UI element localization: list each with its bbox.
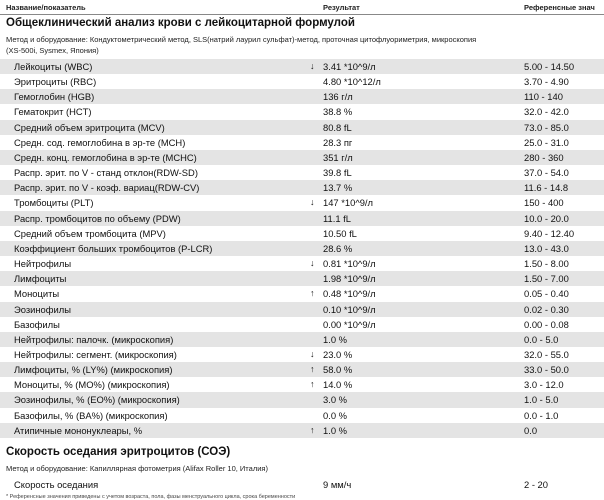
test-name: Моноциты, % (MO%) (микроскопия) [14, 379, 170, 391]
table-row [0, 135, 604, 150]
flag-arrow-icon: ↓ [310, 348, 315, 359]
table-row [0, 74, 604, 89]
reference-range: 1.0 - 5.0 [524, 394, 559, 406]
table-row [0, 332, 604, 347]
test-name: Нейтрофилы [14, 258, 72, 270]
test-result: 23.0 % [323, 348, 353, 360]
table-row [0, 362, 604, 377]
reference-range: 9.40 - 12.40 [524, 227, 575, 239]
test-name: Нейтрофилы: сегмент. (микроскопия) [14, 348, 177, 360]
table-row [0, 286, 604, 301]
table-row [0, 256, 604, 271]
table-row [0, 59, 604, 74]
test-name: Средн. сод. гемоглобина в эр-те (MCH) [14, 136, 186, 148]
reference-range: 110 - 140 [524, 91, 563, 103]
reference-range: 150 - 400 [524, 197, 564, 209]
section2-method: Метод и оборудование: Капиллярная фотометрия (Alifax Roller 10, Италия) [6, 464, 268, 473]
esr-name: Скорость оседания [14, 479, 99, 490]
reference-range: 32.0 - 42.0 [524, 106, 569, 118]
test-name: Тромбоциты (PLT) [14, 197, 94, 209]
test-name: Нейтрофилы: палочк. (микроскопия) [14, 333, 174, 345]
reference-range: 0.0 - 5.0 [524, 333, 559, 345]
reference-range: 0.05 - 0.40 [524, 288, 569, 300]
test-result: 0.0 % [323, 409, 347, 421]
test-name: Эозинофилы, % (EO%) (микроскопия) [14, 394, 180, 406]
test-result: 3.0 % [323, 394, 347, 406]
reference-range: 10.0 - 20.0 [524, 212, 569, 224]
test-name: Базофилы [14, 318, 60, 330]
reference-range: 0.0 [524, 424, 538, 436]
test-name: Распр. эрит. по V - коэф. вариац(RDW-CV) [14, 182, 200, 194]
reference-range: 280 - 360 [524, 151, 564, 163]
reference-range: 0.0 - 1.0 [524, 409, 559, 421]
test-name: Атипичные мононуклеары, % [14, 424, 143, 436]
table-row [0, 377, 604, 392]
test-name: Распр. эрит. по V - станд отклон(RDW-SD) [14, 167, 198, 179]
reference-range: 3.70 - 4.90 [524, 76, 569, 88]
header-name-column: Название/показатель [6, 3, 86, 12]
test-result: 11.1 fL [323, 212, 351, 224]
reference-range: 13.0 - 43.0 [524, 242, 569, 254]
test-name: Коэффициент больших тромбоцитов (P-LCR) [14, 242, 213, 254]
flag-arrow-icon: ↓ [310, 197, 315, 208]
table-row [0, 211, 604, 226]
test-result: 39.8 fL [323, 167, 352, 179]
table-row [0, 150, 604, 165]
flag-arrow-icon: ↑ [310, 424, 315, 435]
test-result: 80.8 fL [323, 121, 352, 133]
table-row [0, 226, 604, 241]
test-result: 1.98 *10^9/л [323, 273, 376, 285]
table-row [0, 302, 604, 317]
test-result: 1.0 % [323, 333, 347, 345]
test-name: Гематокрит (HCT) [14, 106, 92, 118]
test-result: 0.48 *10^9/л [323, 288, 376, 300]
test-result: 0.00 *10^9/л [323, 318, 376, 330]
table-header [0, 0, 604, 15]
results-table [0, 59, 604, 438]
table-row [0, 120, 604, 135]
reference-range: 25.0 - 31.0 [524, 136, 569, 148]
test-name: Лимфоциты, % (LY%) (микроскопия) [14, 364, 173, 376]
section1-method-line1: Метод и оборудование: Кондуктометрический метод, SLS(натрий лаурил сульфат)-метод, проточная цитофлуориметрия, микроскопия [6, 35, 477, 44]
test-result: 147 *10^9/л [323, 197, 374, 209]
test-name: Базофилы, % (BA%) (микроскопия) [14, 409, 168, 421]
table-row [0, 423, 604, 438]
reference-range: 1.50 - 8.00 [524, 258, 569, 270]
esr-row [0, 477, 604, 493]
test-result: 351 г/л [323, 151, 353, 163]
flag-arrow-icon: ↑ [310, 364, 315, 375]
reference-range: 0.00 - 0.08 [524, 318, 569, 330]
test-name: Гемоглобин (HGB) [14, 91, 95, 103]
table-row [0, 180, 604, 195]
test-result: 10.50 fL [323, 227, 357, 239]
table-row [0, 165, 604, 180]
test-result: 28.6 % [323, 242, 353, 254]
table-row [0, 241, 604, 256]
test-name: Лимфоциты [14, 273, 67, 285]
flag-arrow-icon: ↓ [310, 61, 315, 71]
table-row [0, 347, 604, 362]
flag-arrow-icon: ↓ [310, 258, 315, 269]
reference-range: 32.0 - 55.0 [524, 348, 569, 360]
test-result: 0.10 *10^9/л [323, 303, 376, 315]
test-result: 136 г/л [323, 91, 353, 103]
esr-result: 9 мм/ч [323, 479, 352, 490]
test-name: Эритроциты (RBC) [14, 76, 97, 88]
table-row [0, 317, 604, 332]
reference-range: 0.02 - 0.30 [524, 303, 569, 315]
reference-range: 37.0 - 54.0 [524, 167, 569, 179]
test-result: 38.8 % [323, 106, 353, 118]
test-name: Распр. тромбоцитов по объему (PDW) [14, 212, 181, 224]
section2-title: Скорость оседания эритроцитов (СОЭ) [6, 446, 231, 458]
reference-range: 11.6 - 14.8 [524, 182, 569, 194]
flag-arrow-icon: ↑ [310, 288, 315, 299]
reference-range: 73.0 - 85.0 [524, 121, 569, 133]
test-name: Моноциты [14, 288, 60, 300]
test-name: Эозинофилы [14, 303, 71, 315]
reference-range: 33.0 - 50.0 [524, 364, 569, 376]
table-row [0, 104, 604, 119]
test-result: 0.81 *10^9/л [323, 258, 376, 270]
table-row [0, 408, 604, 423]
test-result: 4.80 *10^12/л [323, 76, 381, 88]
section1-title: Общеклинический анализ крови с лейкоцитарной формулой [6, 17, 355, 29]
reference-range: 1.50 - 7.00 [524, 273, 569, 285]
table-row [0, 271, 604, 286]
table-row [0, 195, 604, 210]
reference-range: 5.00 - 14.50 [524, 61, 575, 72]
test-name: Средн. конц. гемоглобина в эр-те (MCHC) [14, 151, 197, 163]
esr-ref: 2 - 20 [524, 479, 548, 490]
test-name: Средний объем эритроцита (MCV) [14, 121, 165, 133]
section1-method-line2: (XS-500i, Sysmex, Япония) [6, 46, 99, 55]
test-result: 13.7 % [323, 182, 353, 194]
test-result: 58.0 % [323, 364, 353, 376]
test-result: 3.41 *10^9/л [323, 61, 376, 72]
reference-range: 3.0 - 12.0 [524, 379, 564, 391]
table-row [0, 89, 604, 104]
flag-arrow-icon: ↑ [310, 379, 315, 390]
test-result: 28.3 пг [323, 136, 353, 148]
test-result: 14.0 % [323, 379, 353, 391]
test-name: Средний объем тромбоцита (MPV) [14, 227, 166, 239]
footnote: * Референсные значения приведены с учетом возраста, пола, фазы менструального цикла, срока беременности [6, 494, 296, 500]
test-result: 1.0 % [323, 424, 347, 436]
header-ref-column: Референсные знач [524, 3, 595, 12]
test-name: Лейкоциты (WBC) [14, 61, 93, 72]
header-result-column: Результат [323, 3, 360, 12]
table-row [0, 392, 604, 407]
